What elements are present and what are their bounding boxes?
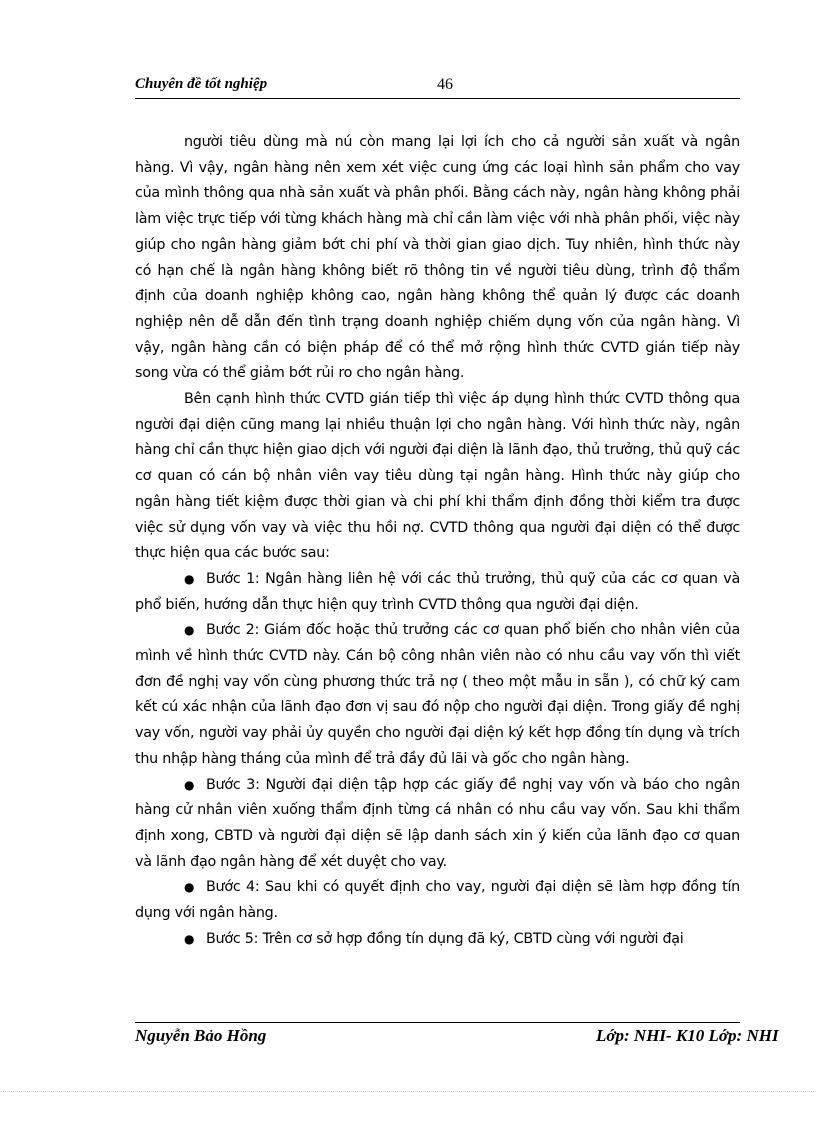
bullet-icon: ● xyxy=(184,931,195,946)
list-item xyxy=(135,618,740,772)
step-text: Bước 5: Trên cơ sở hợp đồng tín dụng đã ký, CBTD cùng với người đại xyxy=(206,930,684,947)
list-item xyxy=(135,567,740,618)
bullet-icon: ● xyxy=(184,623,195,638)
step-text: Bước 2: Giám đốc hoặc thủ trưởng các cơ quan phổ biến cho nhân viên của mình về hình thức CVTD này. Cán bộ công nhân viên nào có nhu cầu vay vốn thì viết đơn đề nghị vay vốn cùng phương thức trả nợ ( theo một mẫu in sẵn ), có chữ ký cam kết cú xác nhận của lãnh đạo đơn vị sau đó nộp cho người đại diện. Trong giấy đề nghị vay vốn, người vay phải ủy quyền cho người đại diện ký kết hợp đồng tín dụng và trích thu nhập hàng tháng của mình để trả đầy đủ lãi và gốc cho ngân hàng. xyxy=(135,622,740,767)
page-header xyxy=(135,76,740,99)
bullet-icon: ● xyxy=(184,880,195,895)
bullet-icon: ● xyxy=(184,571,195,586)
page-number: 46 xyxy=(437,76,453,93)
footer-divider xyxy=(135,1022,740,1023)
paragraph: Bên cạnh hình thức CVTD gián tiếp thì việc áp dụng hình thức CVTD thông qua người đại diện cũng mang lại nhiều thuận lợi cho ngân hàng. Với hình thức này, ngân hàng chỉ cần thực hiện giao dịch với người đại diện là lãnh đạo, thủ trưởng, thủ quỹ các cơ quan có cán bộ nhân viên vay tiêu dùng tại ngân hàng. Hình thức này giúp cho ngân hàng tiết kiệm được thời gian và chi phí khi thẩm định đồng thời kiểm tra được việc sử dụng vốn vay và việc thu hồi nợ. CVTD thông qua người đại diện có thể được thực hiện qua các bước sau: xyxy=(135,391,740,562)
body-text xyxy=(135,130,740,953)
header-title: Chuyên đề tốt nghiệp xyxy=(135,76,268,92)
page-bottom-divider xyxy=(0,1091,816,1092)
footer-class: Lớp: NHI- K10 Lớp: NHI xyxy=(596,1026,779,1045)
step-text: Bước 1: Ngân hàng liên hệ với các thủ trưởng, thủ quỹ của các cơ quan và phổ biến, hướng dẫn thực hiện quy trình CVTD thông qua người đại diện. xyxy=(135,570,740,613)
bullet-icon: ● xyxy=(184,777,195,792)
paragraph: người tiêu dùng mà nú còn mang lại lợi ích cho cả người sản xuất và ngân hàng. Vì vậy, ngân hàng nên xem xét việc cung ứng các loại hình sản phẩm cho vay của mình thông qua nhà sản xuất và phân phối. Bằng cách này, ngân hàng không phải làm việc trực tiếp với từng khách hàng mà chỉ cần làm việc với nhà phân phối, việc này giúp cho ngân hàng giảm bớt chi phí và thời gian giao dịch. Tuy nhiên, hình thức này có hạn chế là ngân hàng không biết rõ thông tin về người tiêu dùng, trình độ thẩm định của doanh nghiệp không cao, ngân hàng không thể quản lý được các doanh nghiệp nên dễ dẫn đến tình trạng doanh nghiệp chiếm dụng vốn của ngân hàng. Vì vậy, ngân hàng cần có biện pháp để có thể mở rộng hình thức CVTD gián tiếp này song vừa có thể giảm bớt rủi ro cho ngân hàng. xyxy=(135,134,740,382)
list-item xyxy=(135,875,740,926)
step-text: Bước 3: Người đại diện tập hợp các giấy đề nghị vay vốn và báo cho ngân hàng cử nhân viên xuống thẩm định từng cá nhân có nhu cầu vay vốn. Sau khi thẩm định xong, CBTD và người đại diện sẽ lập danh sách xin ý kiến của lãnh đạo cơ quan và lãnh đạo ngân hàng để xét duyệt cho vay. xyxy=(135,776,740,870)
list-item xyxy=(135,927,740,953)
footer-author: Nguyễn Bảo Hồng xyxy=(135,1026,267,1045)
step-text: Bước 4: Sau khi có quyết định cho vay, người đại diện sẽ làm hợp đồng tín dụng với ngân hàng. xyxy=(135,879,740,922)
list-item xyxy=(135,773,740,876)
